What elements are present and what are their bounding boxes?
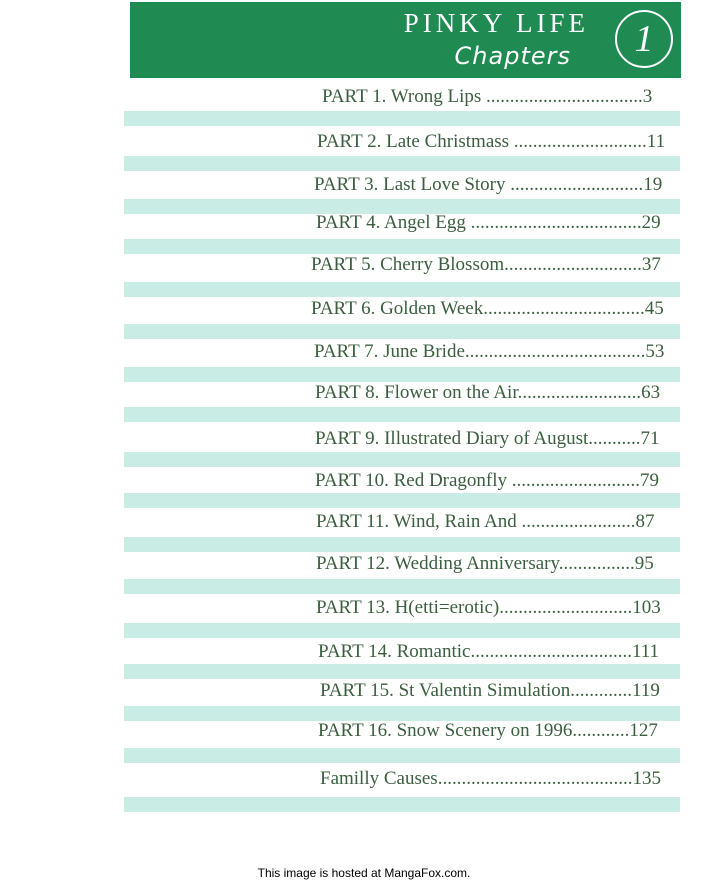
stripe <box>124 156 680 171</box>
toc-entry[interactable] <box>124 593 728 623</box>
volume-number-badge: 1 <box>615 10 673 68</box>
toc-entry[interactable] <box>124 337 728 367</box>
toc-entry[interactable] <box>124 424 728 454</box>
toc-entry[interactable] <box>124 127 728 157</box>
toc-entry-text: PART 1. Wrong Lips .................................3 <box>322 86 653 107</box>
toc-entry-text: PART 7. June Bride......................................53 <box>314 341 665 362</box>
toc-entry-text: PART 5. Cherry Blossom.............................37 <box>311 254 661 275</box>
stripe <box>124 111 680 126</box>
toc-entry[interactable] <box>124 676 728 706</box>
toc-entry[interactable] <box>124 82 728 112</box>
toc-entry[interactable] <box>124 294 728 324</box>
toc-entry-text: PART 12. Wedding Anniversary................95 <box>316 553 654 574</box>
toc-entry-text: PART 11. Wind, Rain And ........................87 <box>316 511 655 532</box>
stripe <box>124 748 680 763</box>
book-title: PINKY LIFE <box>403 8 589 38</box>
toc-entry-text: PART 4. Angel Egg ....................................29 <box>316 212 661 233</box>
toc-entry[interactable] <box>124 378 728 408</box>
toc-entry[interactable] <box>124 549 728 579</box>
toc-entry-text: PART 8. Flower on the Air..........................63 <box>315 382 661 403</box>
toc-entry-text: PART 2. Late Christmass ............................11 <box>317 131 666 152</box>
toc-entry-text: Familly Causes.........................................135 <box>320 768 661 789</box>
chapters-heading: Chapters <box>454 42 571 70</box>
stripe <box>124 407 680 422</box>
stripe <box>124 797 680 812</box>
header-banner <box>130 2 681 78</box>
stripe <box>124 452 680 467</box>
toc-entry-text: PART 9. Illustrated Diary of August...........71 <box>315 428 660 449</box>
toc-entry[interactable] <box>124 170 728 200</box>
toc-entry-text: PART 3. Last Love Story ............................19 <box>314 174 663 195</box>
toc-entry-text: PART 16. Snow Scenery on 1996............127 <box>318 720 658 741</box>
toc-entry[interactable] <box>124 764 728 794</box>
toc-entry-text: PART 10. Red Dragonfly ...........................79 <box>315 470 660 491</box>
toc-entry[interactable] <box>124 208 728 238</box>
toc-entry-text: PART 6. Golden Week..................................45 <box>311 298 664 319</box>
toc-entry[interactable] <box>124 466 728 496</box>
stripe <box>124 623 680 638</box>
toc-entry-text: PART 13. H(etti=erotic)............................103 <box>316 597 661 618</box>
toc-entry[interactable] <box>124 716 728 746</box>
toc-entry-text: PART 14. Romantic..................................111 <box>318 641 660 662</box>
toc-entry[interactable] <box>124 250 728 280</box>
stripe <box>124 579 680 594</box>
hosting-notice: This image is hosted at MangaFox.com. <box>257 866 471 880</box>
toc-entry[interactable] <box>124 637 728 667</box>
toc-entry[interactable] <box>124 507 728 537</box>
toc-entry-text: PART 15. St Valentin Simulation.............119 <box>320 680 660 701</box>
